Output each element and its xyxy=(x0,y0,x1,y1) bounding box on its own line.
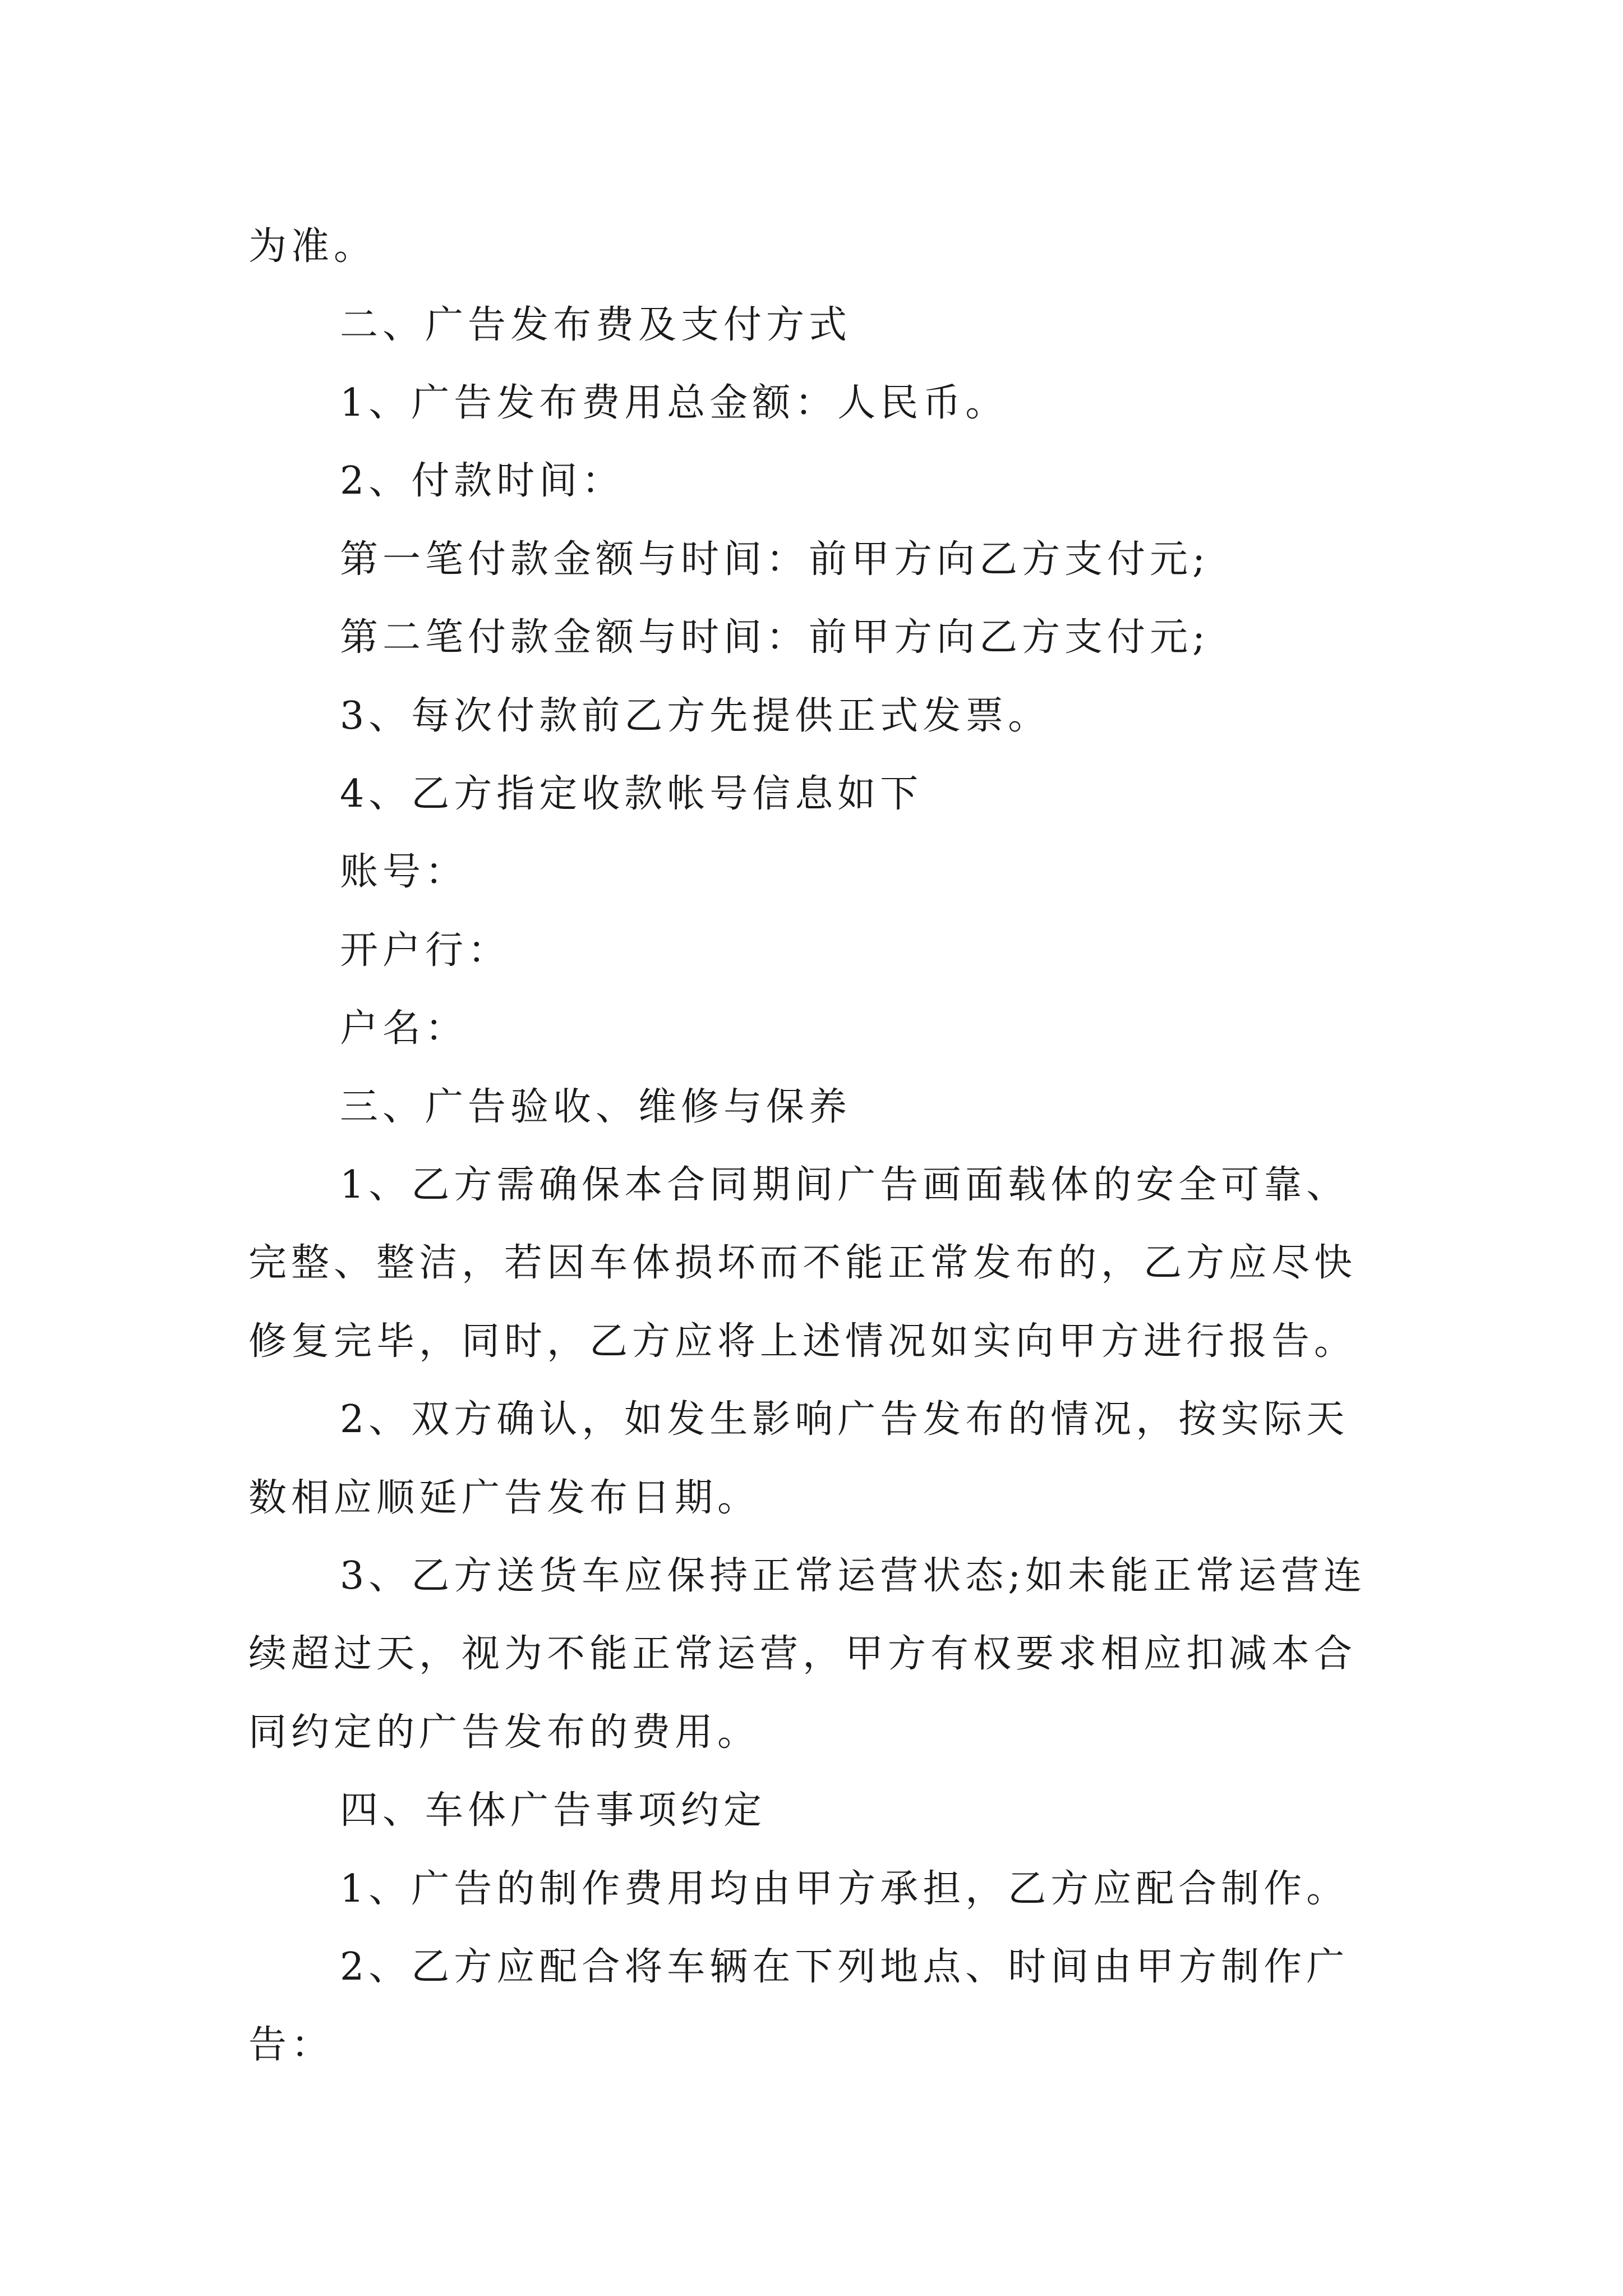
text-line: 2、双方确认，如发生影响广告发布的情况，按实际天 xyxy=(340,1397,1349,1442)
text-line: 1、广告的制作费用均由甲方承担，乙方应配合制作。 xyxy=(340,1867,1349,1911)
text-line: 为准。 xyxy=(248,224,377,269)
text-line: 完整、整洁，若因车体损坏而不能正常发布的，乙方应尽快 xyxy=(248,1241,1357,1285)
text-line: 第二笔付款金额与时间：前甲方向乙方支付元; xyxy=(340,615,1210,660)
section-heading: 二、广告发布费及支付方式 xyxy=(340,303,852,347)
text-line: 3、乙方送货车应保持正常运营状态;如未能正常运营连 xyxy=(340,1554,1367,1598)
text-line: 2、乙方应配合将车辆在下列地点、时间由甲方制作广 xyxy=(340,1945,1349,1989)
text-line: 修复完毕，同时，乙方应将上述情况如实向甲方进行报告。 xyxy=(248,1319,1357,1364)
text-line: 同约定的广告发布的费用。 xyxy=(248,1710,760,1755)
account-number-label: 账号： xyxy=(340,850,468,894)
bank-label: 开户行： xyxy=(340,928,511,973)
section-heading: 三、广告验收、维修与保养 xyxy=(340,1085,852,1129)
text-line: 第一笔付款金额与时间：前甲方向乙方支付元; xyxy=(340,537,1210,582)
text-line: 2、付款时间： xyxy=(340,459,625,503)
text-line: 续超过天，视为不能正常运营，甲方有权要求相应扣减本合 xyxy=(248,1632,1357,1676)
text-line: 数相应顺延广告发布日期。 xyxy=(248,1476,760,1520)
text-line: 1、乙方需确保本合同期间广告画面载体的安全可靠、 xyxy=(340,1163,1349,1207)
section-heading: 四、车体广告事项约定 xyxy=(340,1788,767,1833)
account-name-label: 户名： xyxy=(340,1006,468,1051)
text-line: 3、每次付款前乙方先提供正式发票。 xyxy=(340,694,1051,738)
text-line: 1、广告发布费用总金额：人民币。 xyxy=(340,381,1008,425)
text-line: 告： xyxy=(248,2023,334,2067)
text-line: 4、乙方指定收款帐号信息如下 xyxy=(340,772,923,816)
